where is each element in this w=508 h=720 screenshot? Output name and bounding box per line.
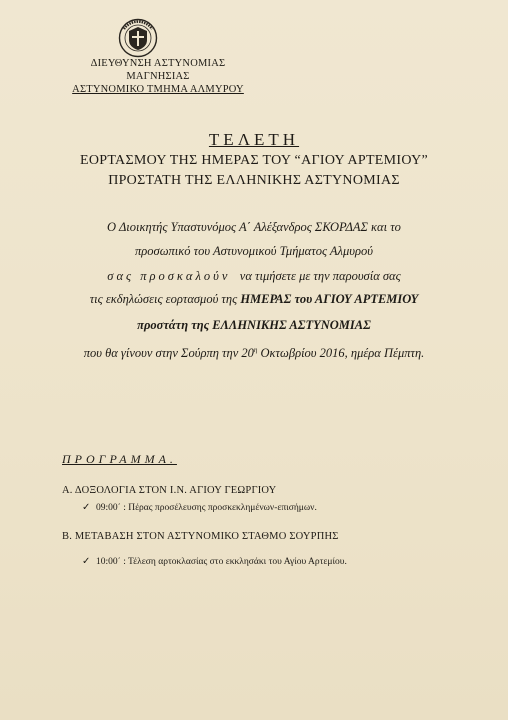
page-title: ΤΕΛΕΤΗ xyxy=(208,130,300,149)
invite-day-name: ΗΜΕΡΑΣ του ΑΓΙΟΥ ΑΡΤΕΜΙΟΥ xyxy=(240,292,419,306)
invitation-line-2: προσωπικό του Αστυνομικού Τμήματος Αλμυρού xyxy=(135,244,373,258)
subtitle-line-1: ΕΟΡΤΑΣΜΟΥ ΤΗΣ ΗΜΕΡΑΣ ΤΟΥ “ΑΓΙΟΥ ΑΡΤΕΜΙΟΥ” xyxy=(79,153,429,168)
invite-events: τις εκδηλώσεις εορτασμού της xyxy=(89,292,238,306)
invitation-line-4 xyxy=(0,292,508,307)
item-text: : Πέρας προσέλευσης προσκεκλημένων-επισήμων. xyxy=(120,503,317,513)
invite-date-rest: Οκτωβρίου 2016, ημέρα Πέμπτη. xyxy=(257,346,425,361)
header-region: ΜΑΓΝΗΣΙΑΣ xyxy=(126,71,190,82)
header-directorate: ΔΙΕΥΘΥΝΣΗ ΑΣΤΥΝΟΜΙΑΣ xyxy=(90,58,226,69)
check-icon: ✓ xyxy=(82,502,91,513)
invitation-line-5: προστάτη της ΕΛΛΗΝΙΚΗΣ ΑΣΤΥΝΟΜΙΑΣ xyxy=(137,318,371,332)
header-department: ΑΣΤΥΝΟΜΙΚΟ ΤΜΗΜΑ ΑΛΜΥΡΟΥ xyxy=(72,84,244,95)
invitation-line-6 xyxy=(0,346,508,361)
day-ordinal: η xyxy=(253,346,258,354)
program-heading: ΠΡΟΓΡΑΜΜΑ. xyxy=(62,452,177,466)
invite-place-date: που θα γίνουν στην Σούρπη την 20 xyxy=(83,346,254,361)
invite-honor: να τιμήσετε με την παρουσία σας xyxy=(239,269,401,283)
check-icon: ✓ xyxy=(82,556,91,567)
item-time: 10:00΄ xyxy=(96,557,121,567)
item-time: 09:00΄ xyxy=(96,503,121,513)
police-emblem-icon xyxy=(118,18,158,58)
invite-verb: σας προσκαλούν xyxy=(107,269,231,283)
program-section-a: Α. ΔΟΞΟΛΟΓΙΑ ΣΤΟΝ Ι.Ν. ΑΓΙΟΥ ΓΕΩΡΓΙΟΥ xyxy=(62,485,277,496)
item-text: : Τέλεση αρτοκλασίας στο εκκλησάκι του Αγίου Αρτεμίου. xyxy=(120,557,347,567)
invitation-line-1: Ο Διοικητής Υπαστυνόμος Α΄ Αλέξανδρος ΣΚΟΡΔΑΣ και το xyxy=(107,220,401,234)
program-item xyxy=(82,502,317,513)
invitation-line-3 xyxy=(0,269,508,284)
program-item xyxy=(82,556,347,567)
subtitle-line-2: ΠΡΟΣΤΑΤΗ ΤΗΣ ΕΛΛΗΝΙΚΗΣ ΑΣΤΥΝΟΜΙΑΣ xyxy=(108,173,400,188)
program-section-b: Β. ΜΕΤΑΒΑΣΗ ΣΤΟΝ ΑΣΤΥΝΟΜΙΚΟ ΣΤΑΘΜΟ ΣΟΥΡΠΗΣ xyxy=(62,531,339,542)
